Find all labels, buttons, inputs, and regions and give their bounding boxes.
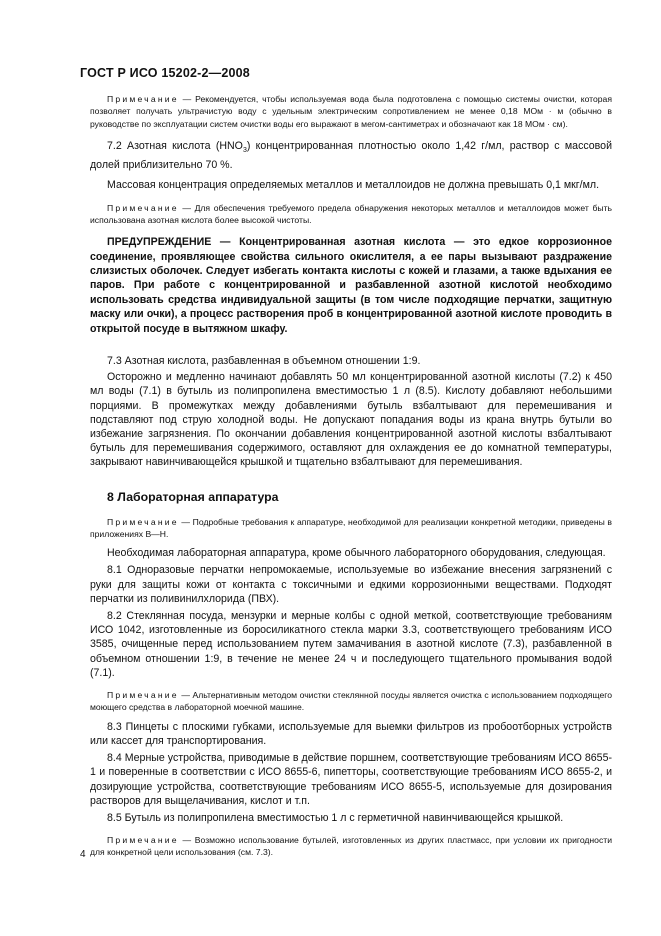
note-label: Примечание	[107, 202, 179, 213]
note-glassware: Примечание — Альтернативным методом очистки стеклянной посуды является очистка с использованием подходящего моющего средства в лабораторной моечной машине.	[90, 690, 612, 713]
warning-nitric-acid: ПРЕДУПРЕЖДЕНИЕ — Концентрированная азотная кислота — это едкое коррозионное соединение, проявляющее свойства сильного окислителя, а ее пары вызывают раздражение слизистых оболочек. Следует избегать контакта кислоты с кожей и глазами, а также вдыхания ее паров. При работе с концентрированной и разбавленной азотной кислотой необходимо использовать средства индивидуальной защиты (в том числе подходящие перчатки, защитную маску или очки), а процесс растворения проб в концентрированной азотной кислоте проводить в открытой посуде в вытяжном шкафу.	[90, 236, 612, 335]
paragraph-mass-concentration: Массовая концентрация определяемых металлов и металлоидов не должна превышать 0,1 мкг/мл.	[107, 179, 600, 192]
clause-8-4: 8.4 Мерные устройства, приводимые в действие поршнем, соответствующие требованиям ИСО 8655-1 и поверенные в соответствии с ИСО 8655-6, пипетторы, соответствующие требованиям ИСО 8655-2, и дозирующие устройства, соответствующие требованиям ИСО 8655-5, используемые для дозирования растворов для выщелачивания, кислот и т.п.	[90, 752, 612, 807]
note-purity: Примечание — Для обеспечения требуемого предела обнаружения некоторых металлов и металлоидов может быть использована азотная кислота более высокой чистоты.	[90, 202, 612, 225]
clause-7-3-body: Осторожно и медленно начинают добавлять 50 мл концентрированной азотной кислоты (7.2) к 450 мл воды (7.1) в бутыль из полипропилена вместимостью 1 л (8.5). Кислоту добавляют небольшими порциями. В промежутках между добавлениями бутыль взбалтывают для перемешивания и подставляют под струю холодной воды. Не допускают попадания воды из крана внутрь бутыли во избежание загрязнения. По окончании добавления концентрированной азотной кислоты взбалтывают бутыль для перемешивания содержимого, оставляют для охлаждения ее до комнатной температуры, закрывают навинчивающейся крышкой и тщательно взбалтывают для перемешивания.	[90, 371, 612, 469]
page-number: 4	[80, 849, 86, 860]
note-label: Примечание	[107, 94, 179, 104]
clause-8-2: 8.2 Стеклянная посуда, мензурки и мерные колбы с одной меткой, соответствующие требованиям ИСО 1042, изготовленные из боросиликатного стекла марки 3.3, соответствующего требованиям ИСО 3585, очищенные перед использованием путем замачивания в азотной кислоте (7.3), разбавленной в объемном отношении 1:9, в течение не менее 24 ч и последующего тщательного промывания водой (7.1).	[90, 610, 612, 679]
note-apparatus: Примечание — Подробные требования к аппаратуре, необходимой для реализации конкретной методики, приведены в приложениях В—Н.	[90, 516, 612, 539]
document-body	[90, 93, 612, 859]
clause-7-2: 7.2 Азотная кислота $(HNO_3)$ концентрированная плотностью около 1,42 г/мл, раствор с массовой долей приблизительно 70 %.	[90, 139, 612, 172]
clause-8-5: 8.5 Бутыль из полипропилена вместимостью 1 л с герметичной навинчивающейся крышкой.	[107, 811, 564, 824]
note-bottles: Примечание — Возможно использование бутылей, изготовленных из других пластмасс, при условии их пригодности для конкретной цели использования (см. 7.3).	[90, 835, 612, 858]
paragraph-apparatus-intro: Необходимая лабораторная аппаратура, кроме обычного лабораторного оборудования, следующая.	[107, 547, 606, 560]
note-label: Примечание	[107, 690, 179, 701]
note-label: Примечание	[107, 835, 179, 846]
note-water: Примечание — Рекомендуется, чтобы используемая вода была подготовлена с помощью системы очистки, которая позволяет получать ультрачистую воду с удельным электрическим сопротивлением не менее 0,18 МОм · м (обычно в руководстве по эксплуатации систем очистки воды его выражают в мегом-сантиметрах и обозначают как 18 МОм · см).	[90, 94, 612, 129]
note-label: Примечание	[107, 516, 179, 527]
section-8-heading: 8 Лабораторная аппаратура	[107, 489, 279, 504]
clause-8-3: 8.3 Пинцеты с плоскими губками, используемые для выемки фильтров из пробоотборных устройств или кассет для транспортирования.	[90, 720, 612, 747]
clause-8-1: 8.1 Одноразовые перчатки непромокаемые, используемые во избежание внесения загрязнений с руки для защиты кожи от контакта с токсичными и едкими коррозионными веществами. Подходят перчатки из поливинилхлорида (ПВХ).	[90, 564, 612, 605]
document-header: ГОСТ Р ИСО 15202-2—2008	[80, 66, 250, 80]
clause-7-3: 7.3 Азотная кислота, разбавленная в объемном отношении 1:9.	[107, 355, 421, 368]
